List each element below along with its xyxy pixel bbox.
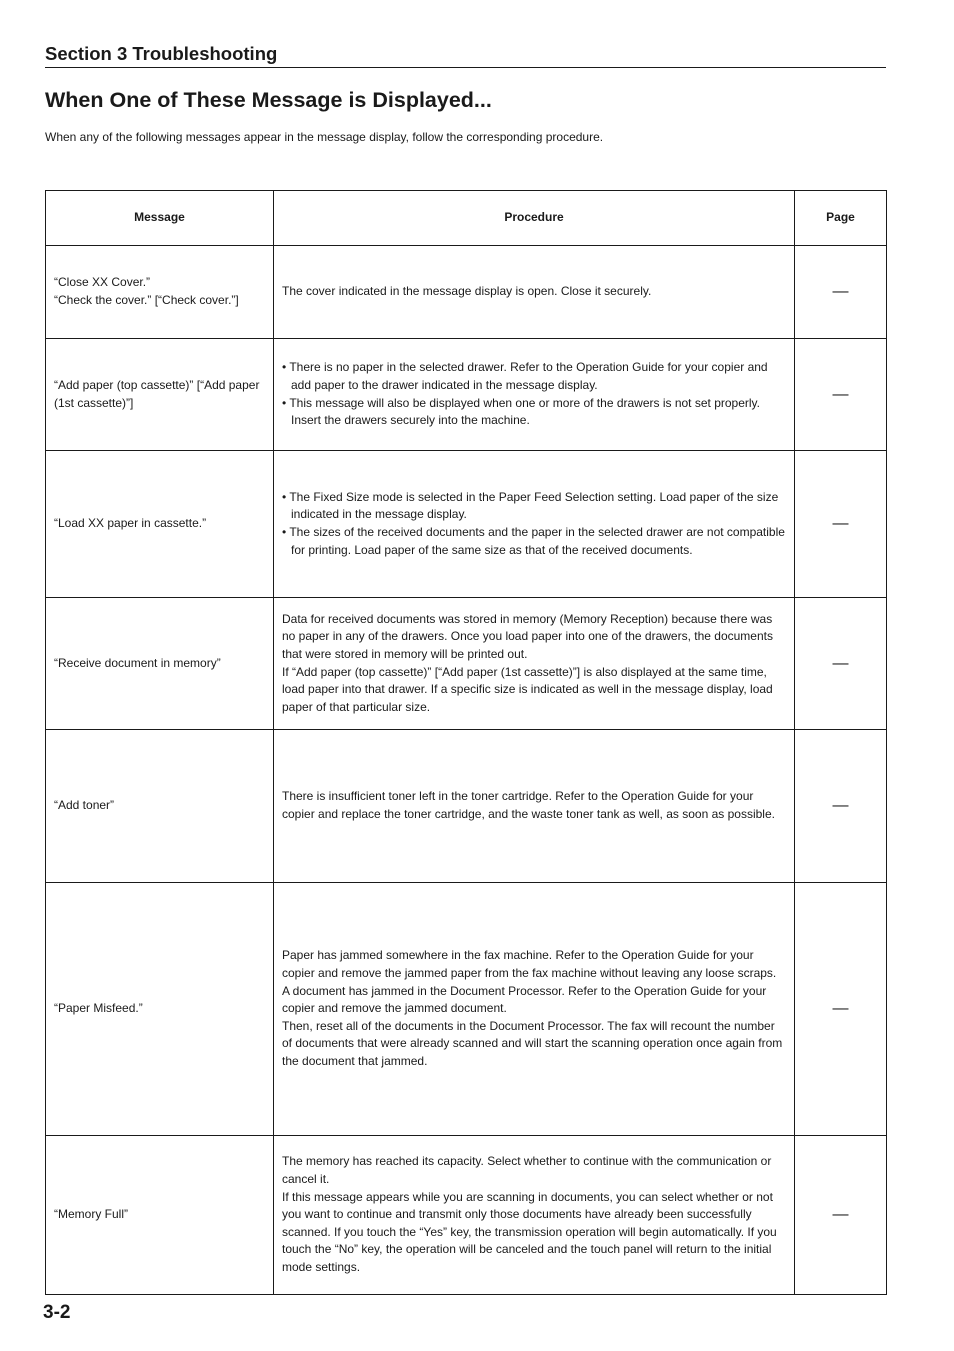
table-row <box>46 451 887 598</box>
table-row <box>46 246 887 339</box>
message-cell: “Add paper (top cassette)” [“Add paper (1st cassette)”] <box>46 339 274 451</box>
procedure-text: Then, reset all of the documents in the Document Processor. The fax will recount the number of documents that were already scanned and will start the scanning operation once again from the document that jammed. <box>282 1018 783 1068</box>
procedure-text: Data for received documents was stored in memory (Memory Reception) because there was no paper in any of the drawers. Once you load paper into one of the drawers, the documents that were stored in memory will be printed out. <box>282 611 773 661</box>
page-cell: — <box>795 339 887 451</box>
procedure-cell <box>274 598 795 730</box>
procedure-text: If this message appears while you are scanning in documents, you can select whether or not you want to continue and transmit only those documents have already been successfully scanned. If you touch the “Yes” key, the transmission operation will begin automatically. If you touch the “No” key, the operation will be canceled and the touch panel will return to the initial mode settings. <box>282 1189 777 1274</box>
procedure-cell <box>274 1136 795 1295</box>
page-cell: — <box>795 1136 887 1295</box>
table-header-row <box>46 191 887 246</box>
procedure-text: The cover indicated in the message display is open. Close it securely. <box>282 284 652 299</box>
table-row <box>46 730 887 883</box>
procedure-cell <box>274 730 795 883</box>
table-body <box>46 246 887 1295</box>
procedure-cell <box>274 246 795 339</box>
message-cell: “Add toner” <box>46 730 274 883</box>
procedure-text: The memory has reached its capacity. Select whether to continue with the communication or cancel it. <box>282 1154 772 1187</box>
procedure-text: A document has jammed in the Document Processor. Refer to the Operation Guide for your copier and remove the jammed document. <box>282 983 767 1016</box>
procedure-cell <box>274 339 795 451</box>
message-cell: “Paper Misfeed.” <box>46 883 274 1136</box>
page-cell: — <box>795 598 887 730</box>
message-cell: “Load XX paper in cassette.” <box>46 451 274 598</box>
message-cell: “Close XX Cover.” “Check the cover.” [“Check cover.”] <box>46 246 274 339</box>
table-row <box>46 883 887 1136</box>
message-cell: “Receive document in memory” <box>46 598 274 730</box>
message-table <box>45 190 887 1295</box>
page-cell: — <box>795 730 887 883</box>
header-message: Message <box>46 191 274 246</box>
procedure-text: Paper has jammed somewhere in the fax machine. Refer to the Operation Guide for your copier and remove the jammed paper from the fax machine without leaving any loose scraps. <box>282 948 777 981</box>
procedure-bullet: • The sizes of the received documents and the paper in the selected drawer are not compatible for printing. Load paper of the same size as that of the received documents. <box>282 525 785 557</box>
procedure-text: There is insufficient toner left in the toner cartridge. Refer to the Operation Guide for your copier and replace the toner cartridge, and the waste toner tank as well, as soon as possible. <box>282 789 775 821</box>
procedure-text: If “Add paper (top cassette)” [“Add paper (1st cassette)”] is also displayed at the same time, load paper into that drawer. If a specific size is indicated as well in the message display, load paper of that particular size. <box>282 664 773 714</box>
page-title: When One of These Message is Displayed... <box>45 88 492 112</box>
page-cell: — <box>795 451 887 598</box>
page-cell: — <box>795 246 887 339</box>
table-row <box>46 1136 887 1295</box>
page-number: 3-2 <box>43 1302 71 1323</box>
intro-text: When any of the following messages appear in the message display, follow the corresponding procedure. <box>45 130 604 144</box>
procedure-bullet: • The Fixed Size mode is selected in the Paper Feed Selection setting. Load paper of the size indicated in the message display. <box>282 489 779 522</box>
header-page: Page <box>795 191 887 246</box>
section-header: Section 3 Troubleshooting <box>45 43 886 68</box>
procedure-cell <box>274 883 795 1136</box>
procedure-bullet: • This message will also be displayed when one or more of the drawers is not set properly. Insert the drawers securely into the machine. <box>282 395 760 428</box>
message-cell: “Memory Full” <box>46 1136 274 1295</box>
procedure-cell <box>274 451 795 598</box>
table-row <box>46 598 887 730</box>
table-row <box>46 339 887 451</box>
procedure-bullet: • There is no paper in the selected drawer. Refer to the Operation Guide for your copier and add paper to the drawer indicated in the message display. <box>282 360 768 392</box>
header-procedure: Procedure <box>274 191 795 246</box>
page-cell: — <box>795 883 887 1136</box>
